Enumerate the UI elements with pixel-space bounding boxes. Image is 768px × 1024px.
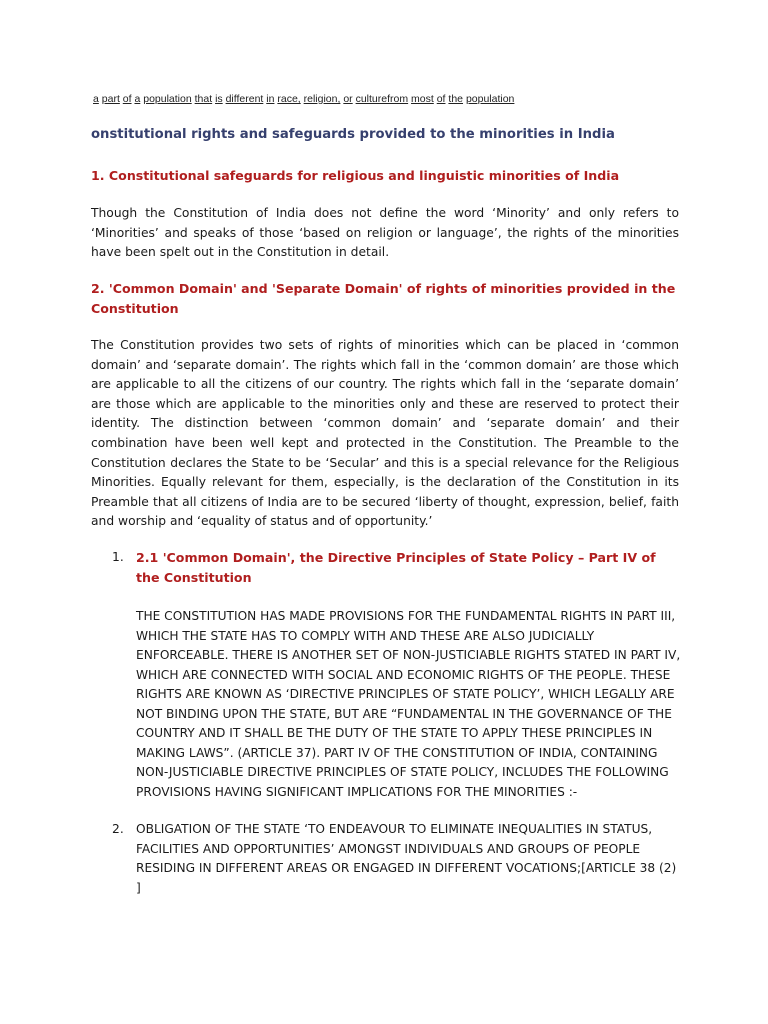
definition-link[interactable]: different — [225, 93, 264, 105]
definition-link[interactable]: part — [101, 93, 120, 105]
definition-link[interactable]: is — [215, 93, 223, 105]
definition-link[interactable]: or — [343, 93, 353, 105]
definition-link[interactable]: population — [143, 93, 192, 105]
section-1-heading: 1. Constitutional safeguards for religious and linguistic minorities of India — [91, 168, 620, 183]
definition-link[interactable]: race, — [277, 93, 301, 105]
definition-link[interactable]: a — [134, 93, 141, 105]
definition-link[interactable]: that — [194, 93, 213, 105]
section-2-paragraph: The Constitution provides two sets of rights of minorities which can be placed in ‘common domain’ and ‘separate domain’. The rights which fall in the ‘common domain’ are those which are applicable to all the citizens of our country. The rights which fall in the ‘separate domain’ are those which are applicable to the minorities only and these are reserved to protect their identity. The distinction between ‘common domain’ and ‘separate domain’ and their combination have been well kept and protected in the Constitution. The Preamble to the Constitution declares the State to be ‘Secular’ and this is a special relevance for the Religious Minorities. Equally relevant for them, especially, is the declaration of the Constitution in its Preamble that all citizens of India are to be secured ‘liberty of thought, expression, belief, faith and worship and ‘equality of status and of opportunity.’ — [91, 338, 679, 529]
list-item-1-number: 1. — [112, 550, 124, 564]
definition-line — [93, 93, 514, 105]
definition-link[interactable]: the — [448, 93, 464, 105]
definition-link[interactable]: culturefrom — [355, 93, 409, 105]
list-item-2-number: 2. — [112, 822, 124, 836]
section-1-paragraph: Though the Constitution of India does not define the word ‘Minority’ and only refers to ‘Minorities’ and speaks of those ‘based on religion or language’, the rights of the minorities have been spelt out in the Constitution in detail. — [91, 206, 679, 260]
section-2-heading: 2. 'Common Domain' and 'Separate Domain' of rights of minorities provided in the Constitution — [91, 281, 676, 316]
definition-link[interactable]: religion, — [303, 93, 341, 105]
list-item-1-heading: 2.1 'Common Domain', the Directive Principles of State Policy – Part IV of the Constitution — [136, 550, 656, 585]
definition-link[interactable]: population — [465, 93, 515, 105]
page-title: onstitutional rights and safeguards provided to the minorities in India — [91, 127, 615, 142]
definition-link[interactable]: a — [93, 93, 99, 105]
definition-link[interactable]: of — [436, 93, 446, 105]
definition-link[interactable]: in — [266, 93, 275, 105]
list-item-1-body: THE CONSTITUTION HAS MADE PROVISIONS FOR THE FUNDAMENTAL RIGHTS IN PART III, WHICH THE STATE HAS TO COMPLY WITH AND THESE ARE ALSO JUDICIALLY ENFORCEABLE. THERE IS ANOTHER SET OF NON-JUSTICIABLE RIGHTS STATED IN PART IV, WHICH ARE CONNECTED WITH SOCIAL AND ECONOMIC RIGHTS OF THE PEOPLE. THESE RIGHTS ARE KNOWN AS ‘DIRECTIVE PRINCIPLES OF STATE POLICY’, WHICH LEGALLY ARE NOT BINDING UPON THE STATE, BUT ARE “FUNDAMENTAL IN THE GOVERNANCE OF THE COUNTRY AND IT SHALL BE THE DUTY OF THE STATE TO APPLY THESE PRINCIPLES IN MAKING LAWS”. (ARTICLE 37). PART IV OF THE CONSTITUTION OF INDIA, CONTAINING NON-JUSTICIABLE DIRECTIVE PRINCIPLES OF STATE POLICY, INCLUDES THE FOLLOWING PROVISIONS HAVING SIGNIFICANT IMPLICATIONS FOR THE MINORITIES :- — [136, 609, 681, 799]
definition-link[interactable]: of — [122, 93, 132, 105]
definition-link[interactable]: most — [411, 93, 434, 105]
list-item-2-body: OBLIGATION OF THE STATE ‘TO ENDEAVOUR TO ELIMINATE INEQUALITIES IN STATUS, FACILITIES AND OPPORTUNITIES’ AMONGST INDIVIDUALS AND GROUPS OF PEOPLE RESIDING IN DIFFERENT AREAS OR ENGAGED IN DIFFERENT VOCATIONS;[ARTICLE 38 (2) ] — [136, 822, 677, 895]
